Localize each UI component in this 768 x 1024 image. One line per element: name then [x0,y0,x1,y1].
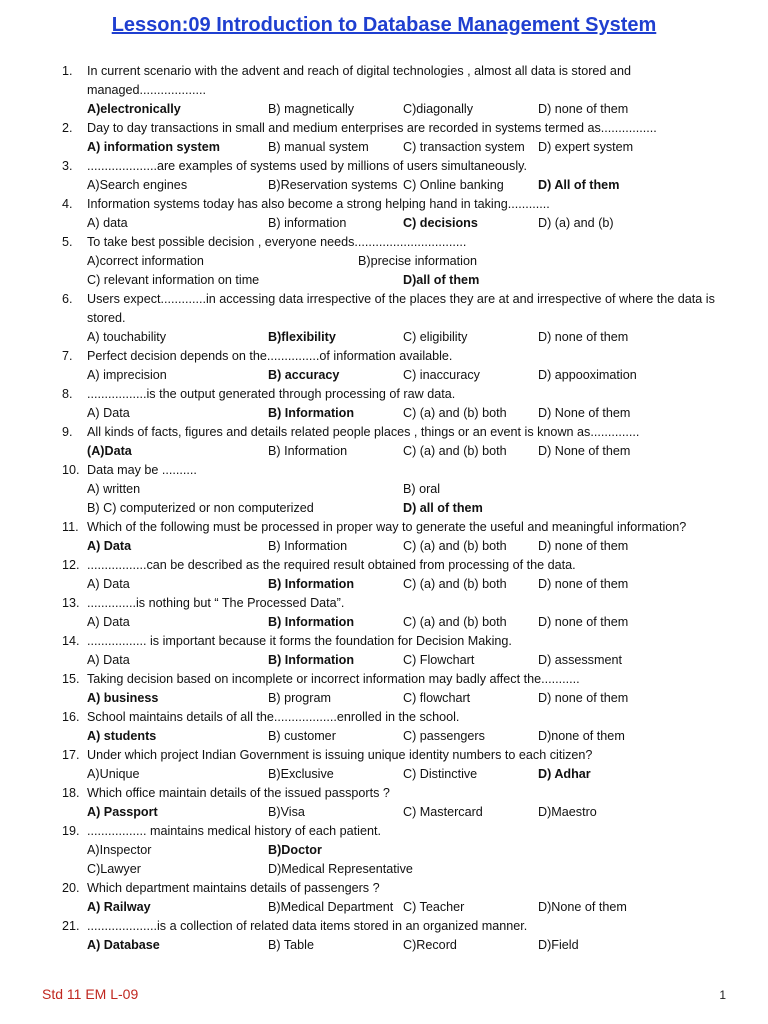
answer-option: B) C) computerized or non computerized [87,501,314,515]
question-number: 9. [62,425,73,439]
answer-option: A) touchability [87,330,167,344]
answer-option: A)correct information [87,254,204,268]
question-text: All kinds of facts, figures and details related people places , things or an event is known as.............. [87,425,640,439]
question-item [62,784,742,803]
answer-option-correct: A) business [87,691,159,705]
answer-options-row [62,575,742,594]
question-number: 2. [62,121,73,135]
question-item [62,385,742,404]
answer-option: D) none of them [538,691,629,705]
answer-option: D) expert system [538,140,634,154]
answer-options-row [62,841,742,860]
answer-option: B) oral [403,482,441,496]
answer-option-correct: D)all of them [403,273,480,287]
question-item [62,423,742,442]
answer-option: B)Medical Department [268,900,394,914]
question-item [62,917,742,936]
answer-option-correct: A) Railway [87,900,151,914]
answer-options-row [62,176,742,195]
answer-option: C) inaccuracy [403,368,480,382]
question-number: 3. [62,159,73,173]
question-number: 20. [62,881,80,895]
answer-option: D) none of them [538,102,629,116]
question-text: Perfect decision depends on the...............of information available. [87,349,453,363]
question-text: Data may be .......... [87,463,197,477]
answer-option-correct: D) Adhar [538,767,591,781]
question-item [62,879,742,898]
question-item [62,347,742,366]
answer-option-correct: A) Passport [87,805,158,819]
question-number: 19. [62,824,80,838]
answer-option-correct: D) all of them [403,501,483,515]
question-text: Users expect.............in accessing data irrespective of the places they are at and irrespective of where the data is stored. [87,292,715,325]
answer-option: D) assessment [538,653,622,667]
answer-options-row [62,442,742,461]
question-item [62,119,742,138]
answer-option-correct: B) accuracy [268,368,340,382]
question-item [62,290,742,328]
answer-options-row [62,860,742,879]
answer-option: C) (a) and (b) both [403,615,507,629]
answer-option: A) Data [87,615,130,629]
question-item [62,556,742,575]
answer-option-correct: B)Doctor [268,843,322,857]
answer-option: B)Visa [268,805,305,819]
question-item [62,518,742,537]
answer-options-row [62,366,742,385]
question-text: School maintains details of all the..................enrolled in the school. [87,710,460,724]
answer-option: D) (a) and (b) [538,216,614,230]
answer-option: A)Search engines [87,178,188,192]
answer-option-correct: (A)Data [87,444,132,458]
question-text: ....................are examples of systems used by millions of users simultaneously. [87,159,528,173]
answer-options-row [62,689,742,708]
answer-option: A)Inspector [87,843,152,857]
answer-option: C) transaction system [403,140,525,154]
question-text: .................can be described as the required result obtained from processing of the data. [87,558,576,572]
answer-option: A) imprecision [87,368,167,382]
answer-options-row [62,214,742,233]
question-number: 16. [62,710,80,724]
question-number: 8. [62,387,73,401]
answer-option-correct: B) Information [268,615,355,629]
answer-option-correct: A)electronically [87,102,181,116]
question-item [62,746,742,765]
answer-options-row [62,499,742,518]
answer-option: B) customer [268,729,336,743]
answer-option: B) Information [268,444,348,458]
answer-options-row [62,404,742,423]
question-text: Which office maintain details of the issued passports ? [87,786,390,800]
question-text: ................. maintains medical history of each patient. [87,824,381,838]
question-item [62,233,742,252]
question-number: 11. [62,520,79,534]
answer-option: C) passengers [403,729,485,743]
answer-option-correct: A) Database [87,938,160,952]
question-number: 14. [62,634,80,648]
answer-option: A) data [87,216,128,230]
answer-option-correct: A) students [87,729,157,743]
answer-option-correct: C) decisions [403,216,478,230]
question-number: 1. [62,64,73,78]
question-text: Taking decision based on incomplete or incorrect information may badly affect the........... [87,672,580,686]
question-item [62,708,742,727]
answer-options-row [62,271,742,290]
answer-option: B) magnetically [268,102,355,116]
answer-option: B)precise information [358,254,477,268]
question-number: 5. [62,235,73,249]
question-text: To take best possible decision , everyone needs................................ [87,235,467,249]
answer-option-correct: A) information system [87,140,220,154]
answer-option-correct: B) Information [268,653,355,667]
question-text: Day to day transactions in small and medium enterprises are recorded in systems termed as................ [87,121,657,135]
answer-option: D) appooximation [538,368,637,382]
answer-option: D)None of them [538,900,627,914]
question-item [62,670,742,689]
answer-option: A) Data [87,406,130,420]
answer-option: B)Exclusive [268,767,334,781]
question-item [62,62,742,100]
answer-options-row [62,328,742,347]
question-number: 6. [62,292,73,306]
answer-option: D)Field [538,938,579,952]
answer-option: D) none of them [538,539,629,553]
answer-option: C)Lawyer [87,862,141,876]
question-item [62,157,742,176]
answer-option-correct: A) Data [87,539,132,553]
answer-options-row [62,803,742,822]
page-number: 1 [719,988,726,1002]
answer-options-row [62,898,742,917]
question-text: In current scenario with the advent and reach of digital technologies , almost all data is stored and managed................... [87,64,631,97]
answer-option: D)Maestro [538,805,597,819]
answer-option: C) Teacher [403,900,465,914]
answer-option: A) Data [87,577,130,591]
answer-option: A) written [87,482,141,496]
answer-option: B) manual system [268,140,369,154]
answer-options-row [62,138,742,157]
question-item [62,822,742,841]
answer-options-row [62,613,742,632]
question-item [62,632,742,651]
answer-option: C) (a) and (b) both [403,444,507,458]
question-number: 18. [62,786,80,800]
question-number: 13. [62,596,80,610]
answer-option: C) Mastercard [403,805,483,819]
question-text: ....................is a collection of related data items stored in an organized manner. [87,919,528,933]
answer-option-correct: B) Information [268,577,355,591]
answer-options-row [62,100,742,119]
answer-option: C) (a) and (b) both [403,539,507,553]
answer-option: D) none of them [538,330,629,344]
answer-option: B)Reservation systems [268,178,398,192]
question-number: 4. [62,197,73,211]
answer-option: D) none of them [538,577,629,591]
answer-option: D)none of them [538,729,625,743]
footer-course-code: Std 11 EM L-09 [42,986,139,1002]
answer-option: A)Unique [87,767,140,781]
answer-options-row [62,651,742,670]
answer-option: C) flowchart [403,691,471,705]
question-item [62,195,742,214]
answer-option: C) Online banking [403,178,504,192]
answer-option-correct: B)flexibility [268,330,336,344]
question-item [62,594,742,613]
answer-option: B) information [268,216,347,230]
page-title: Lesson:09 Introduction to Database Management System [111,14,657,36]
answer-options-row [62,537,742,556]
question-list [62,62,742,955]
question-text: .................is the output generated through processing of raw data. [87,387,456,401]
answer-option-correct: B) Information [268,406,355,420]
answer-option: C) Flowchart [403,653,475,667]
answer-option: C)diagonally [403,102,474,116]
answer-options-row [62,480,742,499]
answer-option: C) relevant information on time [87,273,260,287]
question-number: 17. [62,748,80,762]
question-item [62,461,742,480]
question-text: ................. is important because it forms the foundation for Decision Making. [87,634,512,648]
answer-options-row [62,252,742,271]
question-text: ..............is nothing but “ The Processed Data”. [87,596,345,610]
answer-options-row [62,765,742,784]
answer-option: C)Record [403,938,457,952]
question-text: Which of the following must be processed in proper way to generate the useful and meaningful information? [87,520,687,534]
answer-option: D) none of them [538,615,629,629]
answer-option: A) Data [87,653,130,667]
question-number: 10. [62,463,80,477]
answer-option: C) (a) and (b) both [403,577,507,591]
question-number: 12. [62,558,80,572]
question-number: 15. [62,672,80,686]
question-number: 7. [62,349,73,363]
answer-option-correct: D) All of them [538,178,620,192]
question-text: Information systems today has also become a strong helping hand in taking............ [87,197,550,211]
answer-options-row [62,727,742,746]
question-text: Under which project Indian Government is issuing unique identity numbers to each citizen? [87,748,593,762]
question-text: Which department maintains details of passengers ? [87,881,380,895]
answer-option: C) (a) and (b) both [403,406,507,420]
answer-option: C) Distinctive [403,767,478,781]
answer-option: D) None of them [538,406,631,420]
answer-option: D) None of them [538,444,631,458]
answer-options-row [62,936,742,955]
question-number: 21. [62,919,80,933]
answer-option: D)Medical Representative [268,862,413,876]
answer-option: C) eligibility [403,330,468,344]
answer-option: B) Information [268,539,348,553]
answer-option: B) Table [268,938,314,952]
answer-option: B) program [268,691,331,705]
